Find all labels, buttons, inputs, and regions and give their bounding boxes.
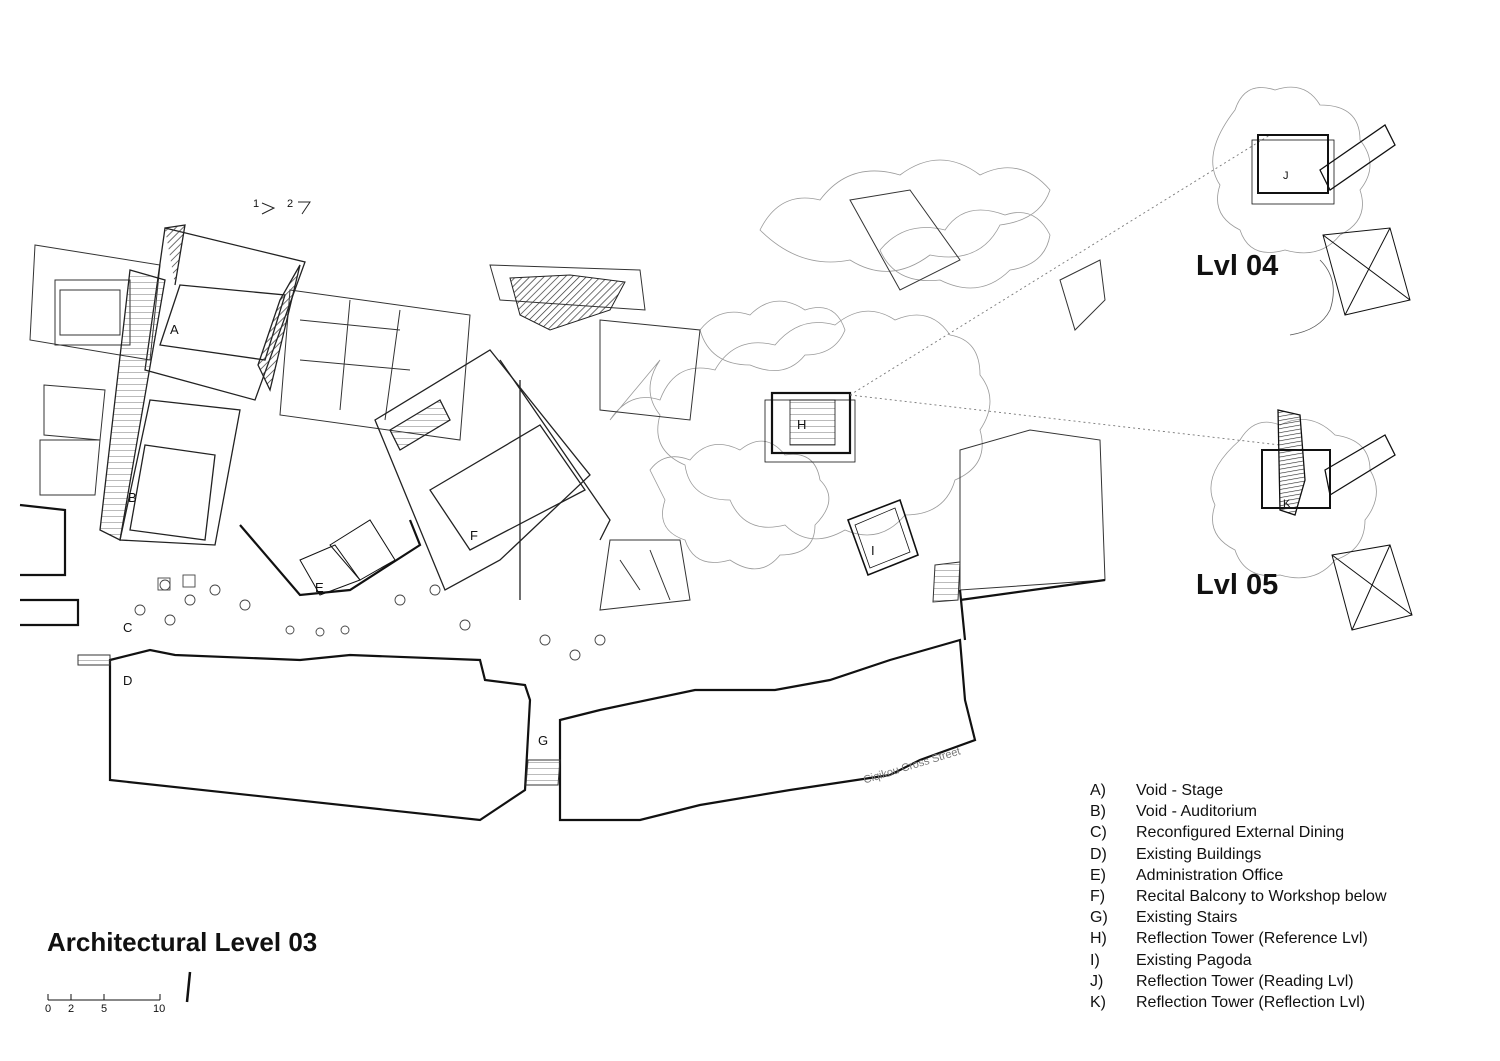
- plan-tag-a: A: [170, 322, 179, 337]
- inset-title-lvl04: Lvl 04: [1196, 250, 1279, 282]
- legend-key: H): [1090, 930, 1107, 948]
- legend-item: [1090, 928, 1387, 949]
- legend-key: A): [1090, 782, 1106, 799]
- legend-key: J): [1090, 972, 1104, 990]
- existing-buildings-outline: [20, 505, 1105, 820]
- legend-key: F): [1090, 887, 1106, 905]
- legend-key: G): [1090, 909, 1108, 927]
- inset-leader-lines: [850, 135, 1280, 445]
- legend-label: Reflection Tower (Reflection Lvl): [1136, 993, 1366, 1011]
- legend-label: Void - Stage: [1136, 782, 1224, 799]
- legend-key: C): [1090, 824, 1107, 842]
- legend-item: [1090, 971, 1387, 992]
- hatched-roof: [510, 275, 625, 330]
- scale-bar-graphic: [48, 994, 160, 1000]
- legend-label: Existing Buildings: [1136, 845, 1262, 863]
- section-mark-2: 2: [287, 198, 294, 210]
- legend-item: [1090, 992, 1387, 1013]
- dining-furniture: [135, 575, 605, 660]
- legend-item: [1090, 865, 1387, 886]
- tree-canopy-area: [610, 160, 1050, 569]
- legend-key: I): [1090, 951, 1100, 969]
- inset-lvl04-drawing: [1213, 87, 1410, 335]
- section-markers: [262, 202, 310, 214]
- inset-title-lvl05: Lvl 05: [1196, 569, 1279, 601]
- plan-tag-e: E: [315, 580, 324, 595]
- legend-label: Reflection Tower (Reading Lvl): [1136, 972, 1354, 990]
- legend-key: D): [1090, 845, 1107, 863]
- context-buildings: [30, 190, 1105, 610]
- plan-tag-c: C: [123, 620, 133, 635]
- plan-tag-i: I: [871, 543, 875, 558]
- building-workshop: [375, 350, 610, 600]
- legend-key: B): [1090, 803, 1106, 821]
- reflection-tower-h: [765, 393, 855, 462]
- administration-wing: [240, 520, 420, 595]
- existing-pagoda-plan: [848, 500, 918, 575]
- plan-tag-d: D: [123, 673, 133, 688]
- plan-tag-f: F: [470, 528, 478, 543]
- street-label: Ciqikou Cross Street: [862, 745, 962, 787]
- drawing-title: Architectural Level 03: [47, 927, 318, 957]
- legend-label: Administration Office: [1136, 866, 1284, 884]
- scale-label-0: 0: [45, 1003, 52, 1015]
- north-arrow-icon: [187, 972, 190, 1002]
- legend-item: [1090, 907, 1387, 928]
- legend-item: [1090, 950, 1387, 971]
- legend-item: [1090, 844, 1387, 865]
- inset-tag-j: J: [1283, 170, 1289, 182]
- legend-key: K): [1090, 993, 1106, 1011]
- legend-item: [1090, 801, 1387, 822]
- legend-label: Reflection Tower (Reference Lvl): [1136, 930, 1368, 948]
- legend-item: [1090, 780, 1387, 801]
- legend: [1090, 780, 1387, 1013]
- scale-label-2: 2: [68, 1003, 75, 1015]
- legend-label: Existing Pagoda: [1136, 951, 1252, 969]
- section-mark-1: 1: [253, 198, 260, 210]
- legend-label: Recital Balcony to Workshop below: [1136, 887, 1387, 905]
- legend-label: Reconfigured External Dining: [1136, 824, 1345, 842]
- plan-tag-g: G: [538, 733, 549, 748]
- legend-item: [1090, 822, 1387, 843]
- inset-tag-k: K: [1283, 498, 1291, 510]
- scale-label-10: 10: [153, 1003, 166, 1015]
- plan-tag-h: H: [797, 417, 807, 432]
- legend-key: E): [1090, 866, 1106, 884]
- legend-label: Void - Auditorium: [1136, 803, 1257, 821]
- legend-label: Existing Stairs: [1136, 909, 1238, 927]
- stairs-g: [78, 562, 960, 785]
- plan-tag-b: B: [128, 490, 137, 505]
- legend-item: [1090, 886, 1387, 907]
- scale-label-5: 5: [101, 1003, 108, 1015]
